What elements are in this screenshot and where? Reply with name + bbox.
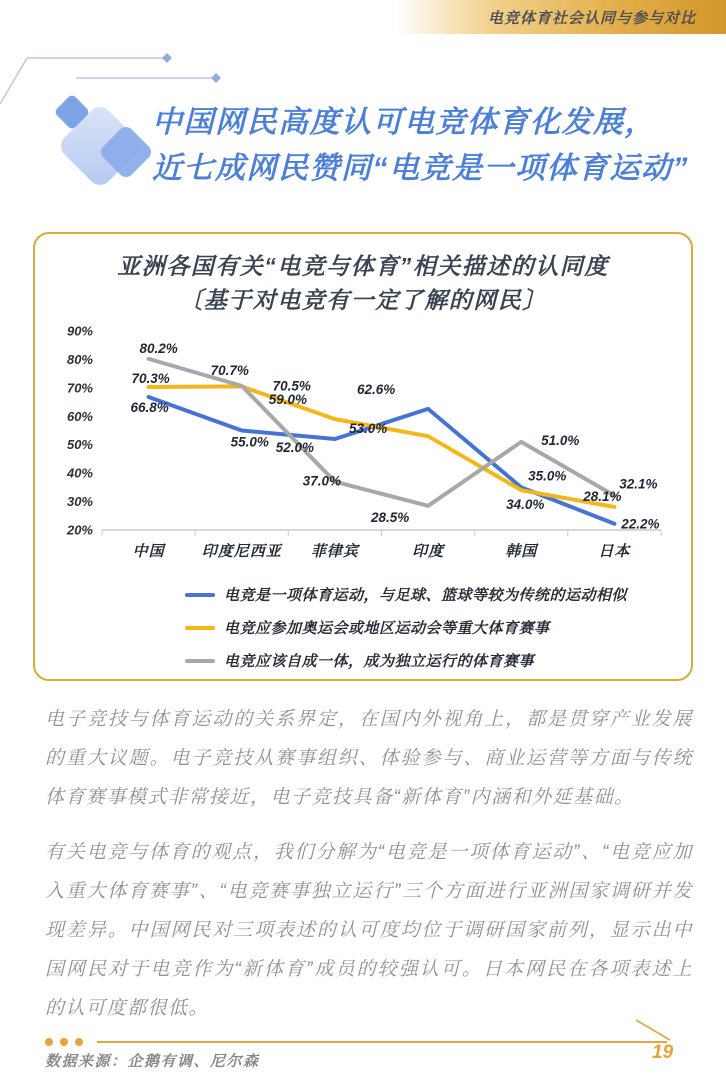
diamond-endpoint-icon: [162, 53, 172, 63]
page-header-title: 电竞体育社会认同与参与对比: [487, 9, 696, 27]
chart-canvas: [35, 318, 691, 598]
series-line: [149, 397, 615, 524]
legend-label: 电竞应参加奥运会或地区运动会等重大体育赛事: [224, 620, 550, 637]
data-label: 70.5%: [272, 378, 311, 394]
y-axis-tick: 90%: [66, 323, 93, 339]
footer-rule: [45, 1038, 667, 1046]
line-chart: [35, 318, 691, 598]
body-paragraph-1: 电子竞技与体育运动的关系界定，在国内外视角上，都是贯穿产业发展的重大议题。电子竞技从赛事组织、体验参与、商业运营等方面与传统体育赛事模式非常接近，电子竞技具备“新体育”内涵和外延基础。: [45, 709, 693, 808]
header-band: [396, 0, 726, 34]
x-axis-label: 日本: [598, 543, 631, 560]
chart-title: 亚洲各国有关“电竞与体育”相关描述的认同度: [117, 253, 609, 279]
data-label: 22.2%: [621, 516, 660, 532]
x-axis-label: 韩国: [505, 543, 538, 560]
headline-line1: 中国网民高度认可电竞体育化发展，: [152, 106, 656, 139]
footer-dot-icon: [60, 1038, 68, 1046]
data-label: 53.0%: [348, 421, 388, 437]
legend-label: 电竞是一项体育运动，与足球、篮球等较为传统的运动相似: [224, 587, 628, 604]
diamond-cluster-icon: [44, 90, 156, 202]
data-label: 70.7%: [210, 362, 249, 378]
legend-line-swatch: [185, 593, 215, 597]
data-label: 52.0%: [275, 440, 315, 456]
y-axis-tick: 70%: [66, 380, 93, 396]
y-axis-tick: 20%: [66, 522, 93, 538]
data-label: 28.5%: [370, 509, 410, 525]
chart-legend: [185, 584, 627, 671]
data-source: 数据来源：企鹅有调、尼尔森: [45, 1053, 260, 1070]
data-label: 62.6%: [356, 381, 396, 397]
chart-subtitle: 〔基于对电竞有一定了解的网民〕: [179, 287, 547, 313]
diamond-endpoint-icon: [211, 73, 221, 83]
legend-item: [185, 617, 627, 638]
legend-line-swatch: [185, 626, 215, 630]
data-label: 35.0%: [528, 468, 567, 484]
y-axis-tick: 50%: [66, 437, 93, 453]
footer-divider: [97, 1041, 667, 1043]
data-label: 34.0%: [506, 497, 545, 513]
data-label: 70.3%: [131, 371, 170, 387]
data-label: 80.2%: [139, 340, 178, 356]
page-corner-mark: [628, 1016, 676, 1044]
page-number: 19: [652, 1042, 674, 1063]
y-axis-tick: 80%: [66, 351, 93, 367]
data-label: 37.0%: [302, 473, 342, 489]
data-label: 28.1%: [583, 488, 622, 504]
body-paragraph-2: 有关电竞与体育的观点，我们分解为“电竞是一项体育运动”、“电竞应加入重大体育赛事”、“电竞赛事独立运行”三个方面进行亚洲国家调研并发现差异。中国网民对三项表述的认可度均位于调研国家前列，显示出中国网民对于电竞作为“新体育”成员的较强认可。日本网民在各项表述上的认可度都很低。: [45, 842, 693, 1019]
x-axis-label: 印度尼西亚: [201, 543, 282, 560]
chart-card: [33, 232, 693, 681]
x-axis-label: 中国: [132, 543, 165, 560]
data-label: 32.1%: [619, 476, 658, 492]
legend-item: [185, 584, 627, 605]
legend-item: [185, 650, 627, 671]
data-label: 66.8%: [130, 399, 169, 415]
footer-dot-icon: [75, 1038, 83, 1046]
x-axis-label: 印度: [412, 543, 445, 560]
data-label: 55.0%: [230, 434, 269, 450]
y-axis-tick: 30%: [66, 494, 93, 510]
x-axis-label: 菲律宾: [310, 543, 359, 560]
y-axis-tick: 60%: [66, 408, 93, 424]
data-label: 51.0%: [541, 432, 580, 448]
footer-dot-icon: [45, 1038, 53, 1046]
legend-line-swatch: [185, 659, 215, 663]
legend-label: 电竞应该自成一体，成为独立运行的体育赛事: [224, 653, 535, 670]
headline: [152, 100, 689, 192]
y-axis-tick: 40%: [66, 465, 93, 481]
headline-line2: 近七成网民赞同“电竞是一项体育运动”: [152, 152, 689, 185]
data-label: 59.0%: [268, 392, 308, 408]
